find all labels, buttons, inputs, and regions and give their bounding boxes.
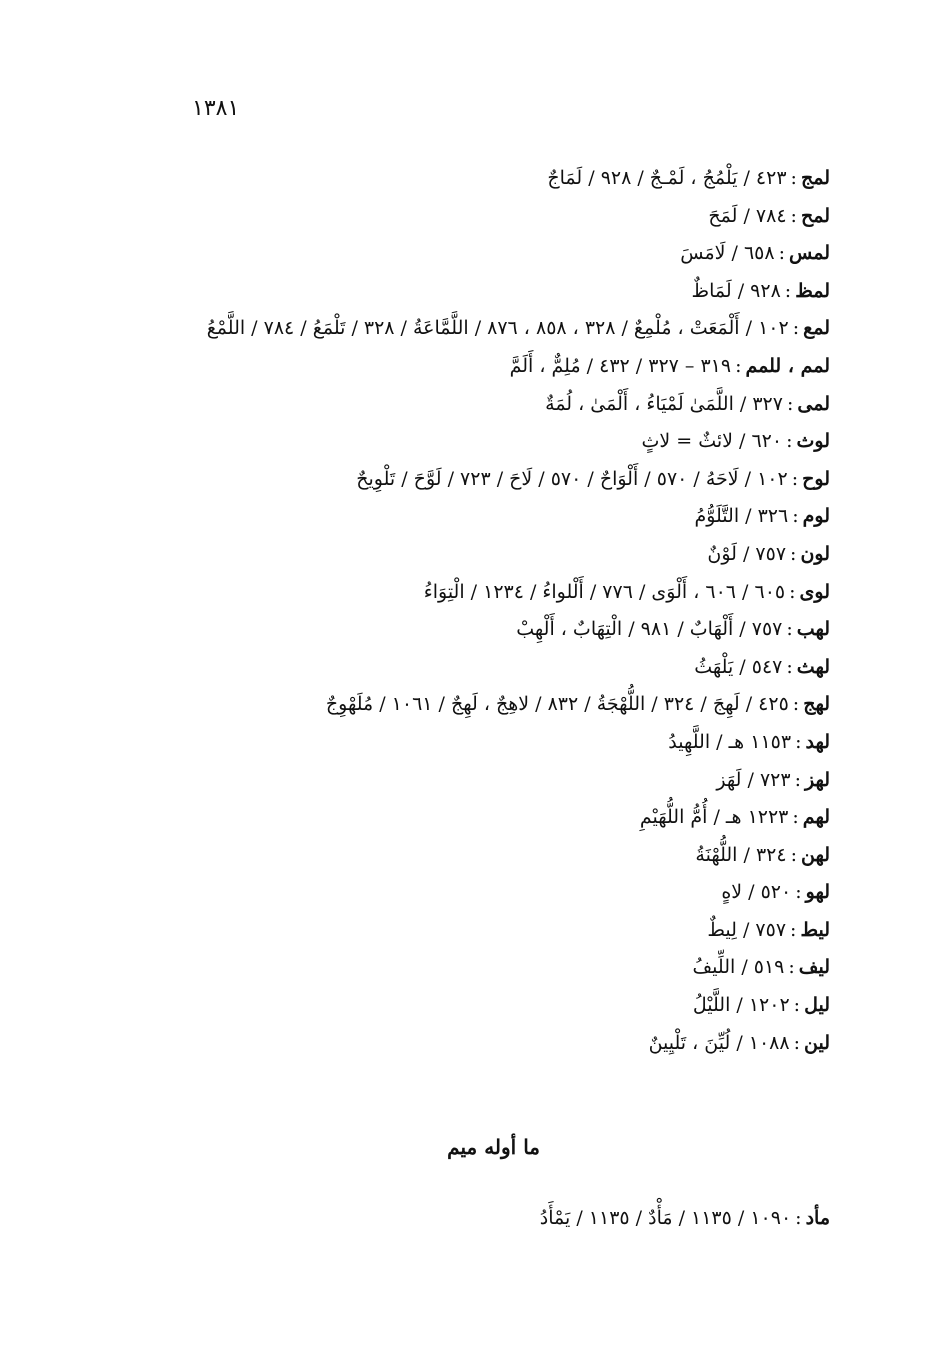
index-entry — [150, 762, 830, 800]
entry-separator: : — [793, 1031, 800, 1054]
entry-separator: : — [788, 956, 795, 979]
entry-text: ٧٢٣ / لَهَز — [716, 768, 791, 791]
entry-separator: : — [786, 618, 793, 641]
entry-root: لمس — [789, 242, 830, 265]
entry-root: ليف — [798, 956, 830, 979]
entry-separator: : — [795, 1207, 802, 1229]
index-entry — [150, 1025, 830, 1063]
entry-root: لوى — [799, 580, 830, 603]
entry-root: لهج — [803, 693, 830, 716]
page-number: ١٣٨١ — [192, 96, 240, 121]
entry-text: ٥١٩ / اللِّيفُ — [692, 956, 785, 979]
entry-root: لهث — [796, 655, 830, 678]
entry-root: لمظ — [795, 279, 830, 302]
index-entry — [150, 987, 830, 1025]
entry-separator: : — [792, 806, 799, 829]
entry-separator: : — [795, 730, 802, 753]
entry-root: لوم — [802, 505, 830, 528]
entry-text: ٧٥٧ / لِيطٌ — [707, 918, 787, 941]
index-entry — [150, 386, 830, 424]
entry-separator: : — [790, 204, 797, 227]
index-entry — [150, 912, 830, 950]
entry-separator: : — [793, 994, 801, 1017]
index-entry — [150, 310, 830, 348]
index-entry — [150, 611, 830, 649]
entry-root: لوح — [802, 467, 830, 490]
index-entry — [150, 686, 830, 724]
entry-separator: : — [795, 881, 802, 904]
entry-text: ٩٢٨ / لَمَاظٌ — [691, 279, 781, 302]
entry-root: لهز — [804, 768, 830, 791]
index-entry — [150, 498, 830, 536]
entry-text: ١٢٠٢ / اللَّيْلُ — [692, 994, 790, 1017]
entry-root: لهو — [805, 881, 830, 904]
entry-text: ١٠٨٨ / لُيِّنَ ، تَلْيِينٌ — [648, 1031, 790, 1054]
entry-text: ٦٢٠ / لائثٌ = لاثٍ — [641, 430, 783, 453]
index-entry — [150, 160, 830, 198]
entry-text: ٤٢٥ / لَهِجَ / ٣٢٤ / اللُّهْجَةُ / ٨٣٢ / لاهِجٌ ، لَهِجٌ / ١٠٦١ / مُلَهْوِجٌ — [325, 693, 789, 716]
entry-separator: : — [794, 768, 801, 791]
entry-text: ٧٥٧ / أَلْهَابٌ / ٩٨١ / الْتِهَابٌ ، أَلْهِبْ — [516, 618, 783, 641]
entry-text: ١٠٩٠ / ١١٣٥ / مَأْدٌ / ١١٣٥ / يَمْأَدُ — [539, 1207, 792, 1229]
entry-root: لمع — [803, 317, 830, 340]
index-entry — [150, 949, 830, 987]
index-entry — [150, 423, 830, 461]
entry-text: ٦٠٥ / ٦٠٦ ، أَلْوَى / ٧٧٦ / أَلْلواءُ / ١٢٣٤ / الْتِوَاءُ — [423, 580, 786, 603]
entry-separator: : — [786, 655, 793, 678]
entry-root: لهد — [805, 730, 830, 753]
index-entry — [150, 461, 830, 499]
index-entry — [150, 273, 830, 311]
index-entry — [150, 574, 830, 612]
entry-text: ٤٢٣ / يَلْمُجُ ، لَمْـجٌ / ٩٢٨ / لَمَاجٌ — [547, 167, 787, 189]
entry-separator: : — [790, 918, 797, 941]
entry-root: لهم — [802, 806, 830, 829]
entry-text: ٧٨٤ / لَمَحَ — [708, 204, 787, 227]
entry-root: ليط — [800, 918, 830, 941]
section-title: ما أوله ميم — [447, 1135, 540, 1159]
entry-separator: : — [786, 392, 794, 415]
entry-text: ١٠٢ / أَلْمَعَتْ ، مُلْمِعٌ / ٣٢٨ ، ٨٥٨ ، ٨٧٦ / اللَّمَّاعَةُ / ٣٢٨ / تَلْمَعُ / ٧٨٤ / اللَّمْعُ — [206, 317, 789, 340]
entry-root: لمح — [800, 204, 830, 227]
entry-separator: : — [792, 505, 799, 528]
index-entry — [150, 874, 830, 912]
entry-separator: : — [790, 843, 797, 866]
entry-text: ١١٥٣ هـ / اللَّهِيدُ — [668, 730, 792, 753]
entry-text: ٧٥٧ / لَوْنٌ — [707, 542, 787, 565]
entry-separator: : — [786, 430, 793, 453]
entry-text: ٦٥٨ / لَامَسَ — [680, 242, 775, 265]
entry-text: ٥٢٠ / لاهٍ — [721, 881, 792, 904]
entry-separator: : — [792, 693, 800, 716]
entry-root: لوث — [796, 430, 830, 453]
entry-separator: : — [784, 279, 792, 302]
entry-text: ٣٢٤ / اللُّهْنَةُ — [695, 843, 787, 866]
entry-separator: : — [778, 242, 785, 265]
entry-separator: : — [789, 580, 796, 603]
index-entry — [150, 536, 830, 574]
entry-separator: : — [790, 542, 797, 565]
entry-root: لون — [800, 542, 830, 565]
index-entry — [150, 649, 830, 687]
final-entry — [150, 1200, 830, 1238]
entry-root: ليل — [804, 994, 830, 1017]
index-entries — [150, 160, 830, 1062]
entry-root: مأد — [805, 1207, 830, 1229]
entry-separator: : — [791, 467, 799, 490]
index-entry — [150, 198, 830, 236]
entry-text: ٣٢٦ / التَّلَوُّمُ — [694, 505, 789, 528]
index-entry — [150, 799, 830, 837]
entry-text: ١٢٢٣ هـ / أُمُّ اللُّهَيْمِ — [639, 806, 789, 829]
entry-text: ١٠٢ / لَاحَهُ / ٥٧٠ / أَلْوَاحٌ / ٥٧٠ / لَاحَ / ٧٢٣ / لَوَّحَ / تَلْوِيحٌ — [356, 467, 788, 490]
entry-separator: : — [792, 317, 800, 340]
entry-root: لمى — [797, 392, 830, 415]
entry-root: لهن — [800, 843, 830, 866]
index-entry — [150, 348, 830, 386]
entry-text: ٣٢٧ / اللَّمَىٰ لَمْيَاءُ ، أَلْمَىٰ ، لُمَةٌ — [545, 392, 783, 415]
entry-text: ٥٤٧ / يَلْهَثُ — [694, 655, 783, 678]
entry-root: لهب — [796, 618, 830, 641]
entry-root: لمج — [800, 167, 830, 189]
index-entry — [150, 724, 830, 762]
entry-separator: : — [790, 167, 797, 189]
index-entry — [150, 235, 830, 273]
entry-text: ٣١٩ – ٣٢٧ / ٤٣٢ / مُلِمٌّ ، أَلَمَّ — [509, 354, 732, 377]
entry-separator: : — [735, 354, 742, 377]
index-entry — [150, 837, 830, 875]
entry-root: لمم ، للمم — [745, 354, 830, 377]
entry-root: لين — [804, 1031, 830, 1054]
